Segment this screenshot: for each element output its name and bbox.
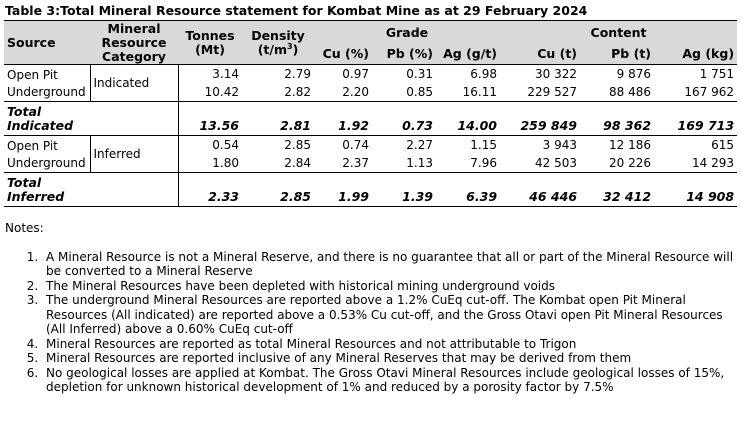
cell-cu-pct: 1.92 (338, 118, 369, 133)
header-ag-kg: Ag (kg) (654, 45, 737, 65)
cell-ag-kg: 14 908 (686, 189, 735, 204)
resource-table (4, 20, 737, 207)
header-tonnes-line-2: (Mt) (195, 41, 225, 57)
cell-ag-gt: 6.39 (466, 189, 498, 204)
table-title: Table 3:Total Mineral Resource statement for Kombat Mine as at 29 February 2024 (5, 3, 588, 18)
density-unit-pre: (t/m (257, 41, 287, 57)
header-density (242, 21, 314, 65)
header-category (90, 21, 178, 65)
header-tonnes-line-1: Tonnes (185, 27, 235, 43)
notes-list (4, 250, 737, 395)
cell-ag-gt: 16.11 (462, 84, 498, 99)
cell-pb-t: 32 412 (603, 189, 652, 204)
header-category-line-3: Category (102, 48, 166, 64)
note-item: 2. The Mineral Resources have been depleted with historical mining underground voids (42, 279, 737, 294)
cell-cu-pct: 0.74 (342, 137, 369, 152)
cell-cu-pct: 1.99 (338, 189, 369, 204)
cell-cu-t: 46 446 (529, 189, 578, 204)
row-category: Indicated (90, 65, 178, 102)
header-source: Source (4, 21, 90, 65)
cell-density: 2.82 (284, 84, 311, 99)
cell-pb-t: 98 362 (603, 118, 652, 133)
note-item: 1. A Mineral Resource is not a Mineral Reserve, and there is no guarantee that all or part of the Mineral Resource will be converted to a Mineral Reserve (42, 250, 737, 279)
header-pb-t: Pb (t) (580, 45, 654, 65)
table-header (4, 21, 737, 65)
cell-pb-t: 88 486 (609, 84, 652, 99)
note-item: 3. The underground Mineral Resources are reported above a 1.2% CuEq cut-off. The Kombat open Pit Mineral Resources (All indicated) are reported above a 0.53% Cu cut-off, and the Gross Otavi open Pit Mineral Resources (All Inferred) above a 0.60% CuEq cut-off (42, 293, 737, 337)
cell-density: 2.84 (284, 155, 311, 170)
total-label-line-1: Total (7, 174, 42, 190)
table-row (4, 136, 737, 154)
cell-tonnes: 1.80 (178, 154, 242, 173)
header-pb-pct: Pb (%) (372, 45, 436, 65)
table-row (4, 65, 737, 83)
note-item: 4. Mineral Resources are reported as total Mineral Resources and not attributable to Trigon (42, 337, 737, 352)
row-source: Open Pit (7, 68, 58, 83)
row-category: Inferred (90, 136, 178, 173)
cell-ag-kg: 14 293 (692, 155, 735, 170)
cell-density: 2.81 (280, 118, 311, 133)
cell-tonnes: 2.33 (178, 173, 242, 207)
cell-pb-pct: 1.39 (402, 189, 433, 204)
header-tonnes (178, 21, 242, 65)
note-item: 6. No geological losses are applied at Kombat. The Gross Otavi Mineral Resources include geological losses of 15%, depletion for unknown historical development of 1% and reduced by a porosity factor by 7.5% (42, 366, 737, 395)
cell-cu-pct: 0.97 (342, 66, 369, 81)
total-label-line-2: Indicated (7, 117, 74, 133)
cell-tonnes: 3.14 (178, 65, 242, 83)
cell-density: 2.85 (280, 189, 311, 204)
total-row (4, 102, 737, 136)
notes-heading: Notes: (5, 221, 44, 235)
density-unit-sup: 3 (286, 41, 293, 51)
cell-cu-t: 229 527 (527, 84, 578, 99)
cell-pb-pct: 0.85 (406, 84, 433, 99)
total-label (4, 102, 178, 136)
header-category-line-1: Mineral (107, 20, 161, 36)
cell-pb-pct: 2.27 (406, 137, 433, 152)
cell-ag-kg: 1 751 (699, 66, 735, 81)
header-category-line-2: Resource (101, 34, 167, 50)
notes-section (4, 221, 737, 395)
cell-ag-gt: 7.96 (470, 155, 498, 170)
cell-pb-pct: 0.73 (402, 118, 433, 133)
cell-cu-t: 42 503 (535, 155, 578, 170)
header-ag-gt: Ag (g/t) (436, 45, 500, 65)
header-density-line-1: Density (251, 27, 305, 43)
cell-pb-t: 12 186 (609, 137, 652, 152)
cell-ag-gt: 1.15 (470, 137, 498, 152)
cell-density: 2.79 (284, 66, 311, 81)
row-source: Underground (7, 155, 86, 170)
cell-ag-kg: 167 962 (684, 84, 735, 99)
total-label (4, 173, 178, 207)
header-cu-pct: Cu (%) (314, 45, 372, 65)
cell-cu-pct: 2.20 (342, 84, 369, 99)
cell-pb-t: 9 876 (616, 66, 652, 81)
cell-ag-gt: 14.00 (457, 118, 498, 133)
density-unit-post: ) (292, 41, 299, 57)
note-item: 5. Mineral Resources are reported inclusive of any Mineral Reserves that may be derived from them (42, 351, 737, 366)
cell-pb-pct: 1.13 (406, 155, 433, 170)
cell-cu-t: 259 849 (520, 118, 578, 133)
cell-density: 2.85 (284, 137, 311, 152)
cell-ag-kg: 615 (711, 137, 735, 152)
cell-pb-t: 20 226 (609, 155, 652, 170)
header-content: Content (500, 21, 737, 45)
cell-tonnes: 10.42 (178, 83, 242, 102)
total-row (4, 173, 737, 207)
cell-pb-pct: 0.31 (406, 66, 433, 81)
header-cu-t: Cu (t) (500, 45, 580, 65)
cell-ag-kg: 169 713 (677, 118, 735, 133)
row-source: Underground (7, 84, 86, 99)
total-label-line-1: Total (7, 103, 42, 119)
header-grade: Grade (314, 21, 500, 45)
cell-ag-gt: 6.98 (470, 66, 498, 81)
total-label-line-2: Inferred (7, 188, 65, 204)
cell-cu-pct: 2.37 (342, 155, 369, 170)
cell-cu-t: 30 322 (535, 66, 578, 81)
cell-tonnes: 0.54 (178, 136, 242, 154)
cell-cu-t: 3 943 (542, 137, 578, 152)
document-page (4, 2, 737, 395)
header-density-line-2 (245, 43, 311, 57)
cell-tonnes: 13.56 (178, 102, 242, 136)
row-source: Open Pit (7, 139, 58, 154)
